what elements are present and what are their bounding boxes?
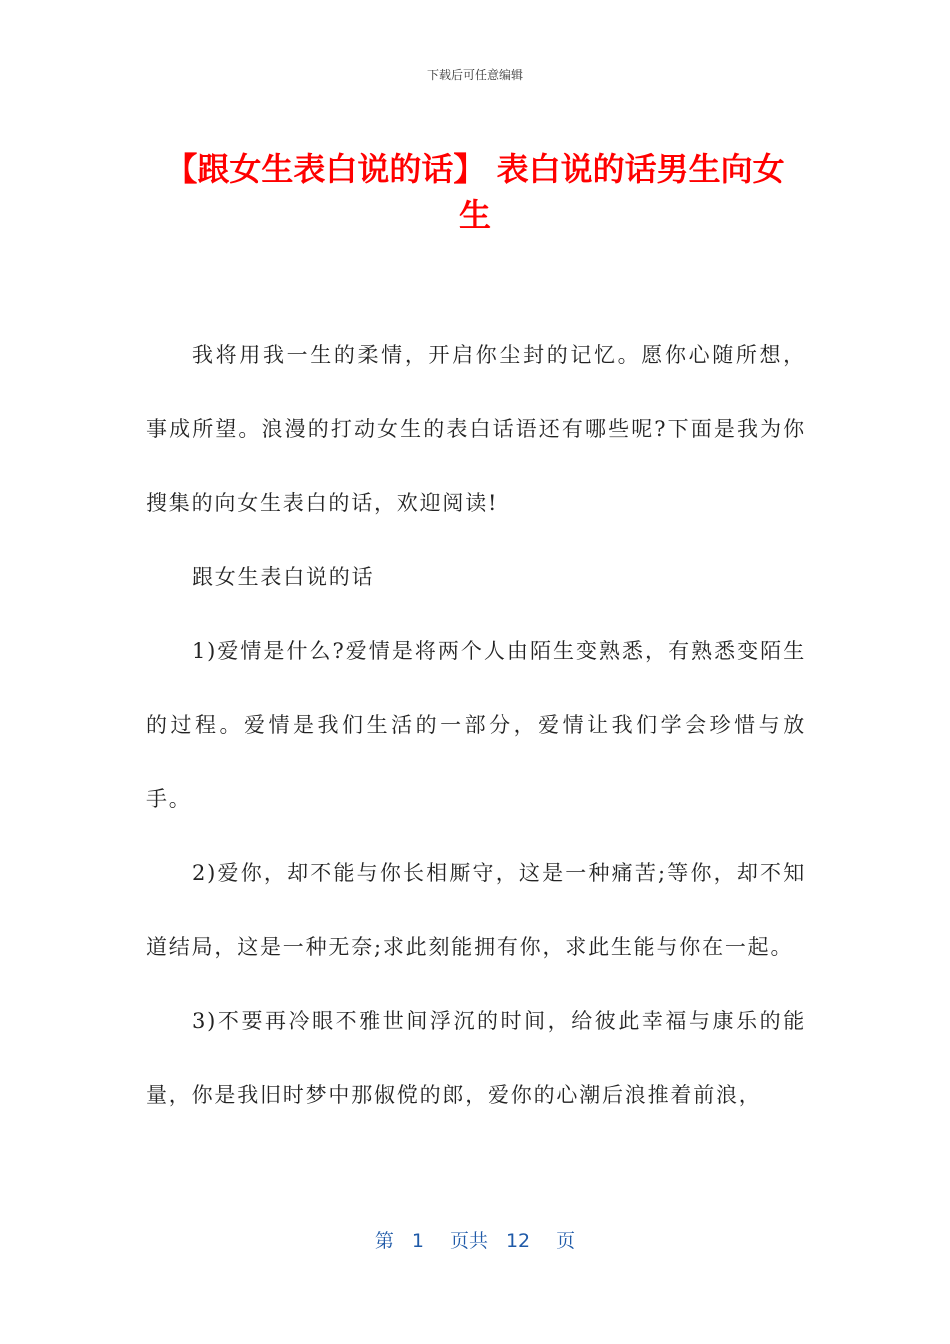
paragraph-intro: 我将用我一生的柔情，开启你尘封的记忆。愿你心随所想，事成所望。浪漫的打动女生的表白话语还有哪些呢?下面是我为你搜集的向女生表白的话，欢迎阅读!	[146, 343, 806, 515]
footer-suffix: 页	[556, 1230, 576, 1252]
header-note: 下载后可任意编辑	[426, 68, 523, 82]
footer-total-pages: 12	[505, 1230, 531, 1252]
footer-mid: 页共	[449, 1230, 488, 1252]
document-body	[146, 318, 806, 1132]
page-footer	[0, 1226, 950, 1253]
section-heading: 跟女生表白说的话	[192, 565, 375, 589]
paragraph-item-2: 2)爱你，却不能与你长相厮守，这是一种痛苦;等你，却不知道结局，这是一种无奈;求此刻能拥有你，求此生能与你在一起。	[146, 861, 806, 959]
paragraph-item-1: 1)爱情是什么?爱情是将两个人由陌生变熟悉，有熟悉变陌生的过程。爱情是我们生活的一部分，爱情让我们学会珍惜与放手。	[146, 639, 806, 811]
footer-current-page: 1	[411, 1230, 424, 1252]
paragraph-item-3: 3)不要再冷眼不雅世间浮沉的时间，给彼此幸福与康乐的能量，你是我旧时梦中那俶傥的郎，爱你的心潮后浪推着前浪，	[146, 1009, 806, 1107]
footer-prefix: 第	[374, 1230, 394, 1252]
document-title: 【跟女生表白说的话】 表白说的话男生向女生	[165, 150, 785, 234]
